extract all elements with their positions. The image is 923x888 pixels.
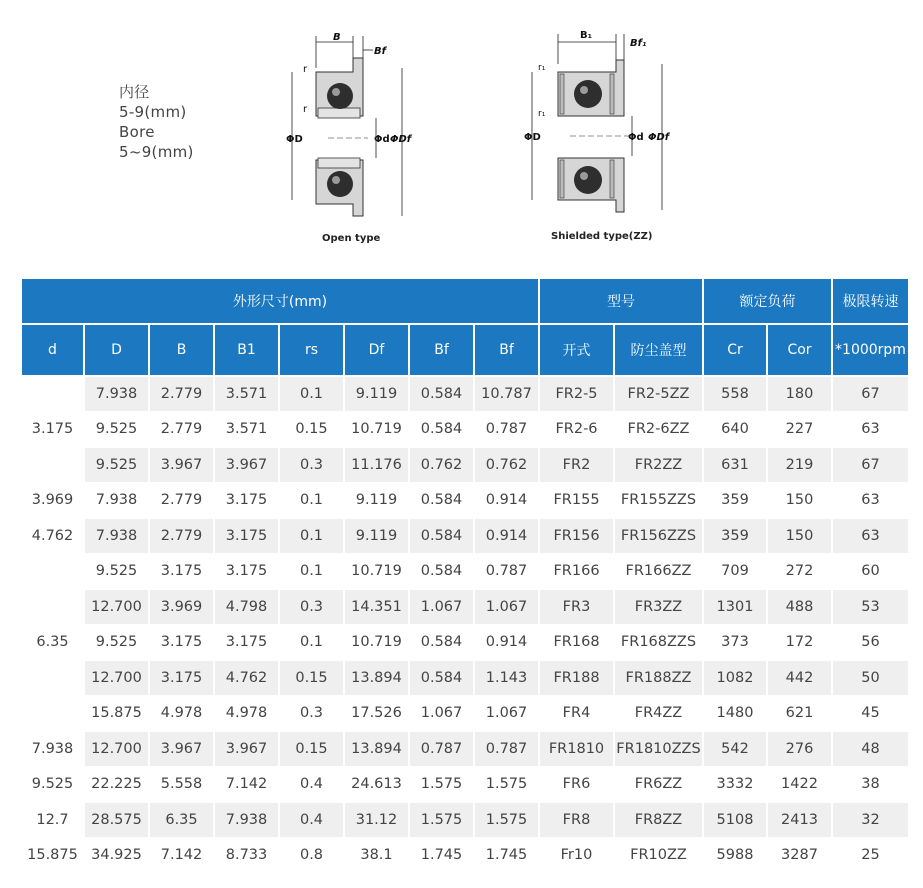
shield-left: [560, 74, 564, 114]
table-cell: 60: [833, 555, 908, 589]
table-cell: 56: [833, 626, 908, 660]
table-cell: 10.719: [345, 413, 408, 447]
table-cell: 3.967: [150, 448, 213, 482]
column-header: Df: [345, 325, 408, 375]
table-cell: 9.119: [345, 519, 408, 553]
table-cell: 1422: [768, 768, 831, 802]
column-header: d: [22, 325, 83, 375]
label-Bf1: Bf₁: [630, 38, 647, 49]
spec-table-body: [22, 377, 908, 872]
shielded-type-diagram: [516, 24, 676, 224]
table-cell: 3.175: [215, 484, 278, 518]
table-cell: 373: [704, 626, 766, 660]
bore-range-1: 5-9(mm): [119, 103, 187, 121]
table-cell: 621: [768, 697, 831, 731]
label-r-top: r: [303, 64, 308, 75]
table-cell: 2.779: [150, 377, 213, 411]
bore-diameter-cell: 3.175: [22, 377, 83, 482]
table-cell: 67: [833, 448, 908, 482]
table-cell: 12.700: [85, 590, 148, 624]
column-header: 防尘盖型: [615, 325, 702, 375]
table-cell: 4.978: [215, 697, 278, 731]
table-cell: 31.12: [345, 803, 408, 837]
table-cell: 0.762: [475, 448, 538, 482]
table-cell: Fr10: [540, 839, 613, 873]
table-cell: 7.938: [85, 377, 148, 411]
table-cell: FR1810: [540, 732, 613, 766]
table-cell: 0.584: [410, 626, 473, 660]
table-cell: 3.175: [150, 626, 213, 660]
label-B1: B₁: [580, 30, 593, 41]
table-cell: 0.914: [475, 626, 538, 660]
table-cell: 0.584: [410, 519, 473, 553]
column-header: Bf: [410, 325, 473, 375]
label-D: ΦD: [524, 132, 541, 143]
table-cell: 2.779: [150, 484, 213, 518]
table-cell: 7.938: [85, 519, 148, 553]
table-row: [22, 519, 908, 553]
table-cell: 0.787: [475, 413, 538, 447]
column-header: B: [150, 325, 213, 375]
ball-highlight: [332, 176, 340, 184]
ball-highlight: [580, 86, 588, 94]
table-row: [22, 448, 908, 482]
table-cell: FR188ZZ: [615, 661, 702, 695]
table-cell: 1480: [704, 697, 766, 731]
table-cell: 227: [768, 413, 831, 447]
table-cell: FR8: [540, 803, 613, 837]
table-cell: 50: [833, 661, 908, 695]
header-dimensions: 外形尺寸(mm): [22, 279, 538, 323]
bore-diameter-cell: 7.938: [22, 732, 83, 766]
table-cell: 22.225: [85, 768, 148, 802]
table-cell: 25: [833, 839, 908, 873]
table-cell: 38.1: [345, 839, 408, 873]
table-row: [22, 803, 908, 837]
table-cell: 67: [833, 377, 908, 411]
column-header: Bf: [475, 325, 538, 375]
table-cell: 0.1: [280, 484, 343, 518]
column-header: B1: [215, 325, 278, 375]
ball-highlight: [580, 172, 588, 180]
table-cell: 1.745: [475, 839, 538, 873]
bore-cn-label: 内径: [119, 83, 150, 101]
table-cell: 180: [768, 377, 831, 411]
table-cell: 0.1: [280, 626, 343, 660]
table-cell: 150: [768, 484, 831, 518]
table-cell: 3.175: [150, 555, 213, 589]
column-header: *1000rpm: [833, 325, 908, 375]
inner-ring-top: [318, 108, 360, 118]
table-cell: 1.575: [410, 803, 473, 837]
table-cell: 219: [768, 448, 831, 482]
table-cell: 63: [833, 484, 908, 518]
column-header-row: [22, 325, 908, 375]
table-cell: 3.571: [215, 413, 278, 447]
header-load: 额定负荷: [704, 279, 831, 323]
ball-bottom: [574, 166, 602, 194]
table-row: [22, 590, 908, 624]
label-d: Φd: [628, 132, 644, 143]
table-cell: 45: [833, 697, 908, 731]
table-cell: 0.787: [475, 732, 538, 766]
table-cell: FR10ZZ: [615, 839, 702, 873]
label-r1-top: r₁: [538, 63, 546, 73]
spec-table: [20, 277, 910, 874]
column-header: D: [85, 325, 148, 375]
table-cell: 0.1: [280, 377, 343, 411]
table-cell: 3.571: [215, 377, 278, 411]
table-cell: 63: [833, 519, 908, 553]
table-cell: 14.351: [345, 590, 408, 624]
table-cell: 1.575: [410, 768, 473, 802]
table-cell: 0.787: [410, 732, 473, 766]
table-cell: 488: [768, 590, 831, 624]
table-row: [22, 839, 908, 873]
table-cell: 2.779: [150, 519, 213, 553]
table-cell: 542: [704, 732, 766, 766]
table-cell: FR4ZZ: [615, 697, 702, 731]
table-cell: 9.119: [345, 484, 408, 518]
table-row: [22, 555, 908, 589]
table-cell: FR166: [540, 555, 613, 589]
table-cell: 3.175: [215, 519, 278, 553]
table-cell: 9.525: [85, 448, 148, 482]
table-cell: 0.3: [280, 448, 343, 482]
table-cell: 3.175: [215, 626, 278, 660]
table-cell: 3.967: [215, 448, 278, 482]
table-cell: 7.938: [85, 484, 148, 518]
ball-top: [327, 83, 353, 109]
table-row: [22, 768, 908, 802]
open-type-diagram: [278, 28, 418, 228]
table-cell: 0.584: [410, 484, 473, 518]
table-row: [22, 697, 908, 731]
table-cell: 38: [833, 768, 908, 802]
table-cell: 4.762: [215, 661, 278, 695]
table-cell: FR156ZZS: [615, 519, 702, 553]
table-cell: FR8ZZ: [615, 803, 702, 837]
table-cell: 276: [768, 732, 831, 766]
table-cell: 0.584: [410, 377, 473, 411]
label-r-mid: r: [303, 104, 308, 115]
table-cell: 4.798: [215, 590, 278, 624]
table-cell: FR6ZZ: [615, 768, 702, 802]
table-cell: 640: [704, 413, 766, 447]
bore-diameter-cell: 9.525: [22, 768, 83, 802]
table-cell: 709: [704, 555, 766, 589]
table-cell: 1.067: [410, 697, 473, 731]
table-cell: FR156: [540, 519, 613, 553]
shield-right: [610, 74, 614, 114]
label-B: B: [333, 32, 341, 43]
table-cell: 1.575: [475, 768, 538, 802]
table-cell: 9.525: [85, 555, 148, 589]
label-D: ΦD: [286, 134, 303, 145]
table-cell: 0.1: [280, 519, 343, 553]
table-cell: FR6: [540, 768, 613, 802]
table-cell: 3287: [768, 839, 831, 873]
table-cell: 1.575: [475, 803, 538, 837]
table-cell: 8.733: [215, 839, 278, 873]
table-cell: FR188: [540, 661, 613, 695]
table-cell: FR2: [540, 448, 613, 482]
table-cell: 53: [833, 590, 908, 624]
bore-diameter-cell: 12.7: [22, 803, 83, 837]
table-cell: 13.894: [345, 732, 408, 766]
table-cell: FR166ZZ: [615, 555, 702, 589]
table-cell: 10.719: [345, 555, 408, 589]
table-cell: 1301: [704, 590, 766, 624]
table-cell: 359: [704, 484, 766, 518]
table-cell: 28.575: [85, 803, 148, 837]
table-cell: 359: [704, 519, 766, 553]
table-cell: 0.762: [410, 448, 473, 482]
table-cell: 10.787: [475, 377, 538, 411]
table-cell: 0.584: [410, 555, 473, 589]
table-cell: FR2ZZ: [615, 448, 702, 482]
table-cell: FR168ZZS: [615, 626, 702, 660]
table-row: [22, 661, 908, 695]
table-cell: 1.067: [475, 697, 538, 731]
table-cell: 0.914: [475, 519, 538, 553]
table-cell: 7.142: [215, 768, 278, 802]
open-type-caption: Open type: [322, 233, 381, 244]
table-cell: 4.978: [150, 697, 213, 731]
table-cell: 13.894: [345, 661, 408, 695]
table-cell: 442: [768, 661, 831, 695]
table-cell: FR168: [540, 626, 613, 660]
table-cell: FR1810ZZS: [615, 732, 702, 766]
bore-diameter-cell: 6.35: [22, 555, 83, 731]
header-speed: 极限转速: [833, 279, 908, 323]
table-cell: 1.745: [410, 839, 473, 873]
table-cell: FR3ZZ: [615, 590, 702, 624]
table-row: [22, 732, 908, 766]
label-r1-mid: r₁: [538, 109, 546, 119]
shielded-type-caption: Shielded type(ZZ): [551, 231, 653, 242]
bore-diameter-cell: 3.969: [22, 484, 83, 518]
label-d: Φd: [374, 134, 390, 145]
table-row: [22, 413, 908, 447]
table-cell: 3.175: [215, 555, 278, 589]
table-cell: 48: [833, 732, 908, 766]
table-cell: 0.8: [280, 839, 343, 873]
table-cell: 0.4: [280, 803, 343, 837]
table-cell: 0.584: [410, 413, 473, 447]
table-cell: 2413: [768, 803, 831, 837]
table-cell: 7.142: [150, 839, 213, 873]
table-cell: 15.875: [85, 697, 148, 731]
table-cell: 0.914: [475, 484, 538, 518]
table-cell: FR2-6: [540, 413, 613, 447]
table-cell: 0.4: [280, 768, 343, 802]
table-cell: 3332: [704, 768, 766, 802]
label-Df: ΦDf: [390, 134, 412, 145]
table-cell: 17.526: [345, 697, 408, 731]
table-cell: 12.700: [85, 732, 148, 766]
table-cell: 5988: [704, 839, 766, 873]
table-cell: 0.3: [280, 697, 343, 731]
table-cell: 3.967: [215, 732, 278, 766]
bore-en-label: Bore: [119, 123, 155, 141]
table-cell: 150: [768, 519, 831, 553]
table-cell: FR2-5ZZ: [615, 377, 702, 411]
table-cell: 558: [704, 377, 766, 411]
label-Bf: Bf: [374, 46, 386, 57]
table-row: [22, 377, 908, 411]
ball-bottom: [327, 171, 353, 197]
table-cell: FR2-5: [540, 377, 613, 411]
header-model: 型号: [540, 279, 702, 323]
table-row: [22, 484, 908, 518]
table-cell: 5108: [704, 803, 766, 837]
column-header: 开式: [540, 325, 613, 375]
table-cell: 1.067: [410, 590, 473, 624]
table-cell: 24.613: [345, 768, 408, 802]
table-cell: 0.584: [410, 661, 473, 695]
table-cell: 2.779: [150, 413, 213, 447]
table-cell: 272: [768, 555, 831, 589]
column-header: Cr: [704, 325, 766, 375]
table-cell: 34.925: [85, 839, 148, 873]
table-cell: 631: [704, 448, 766, 482]
bore-note: [119, 82, 194, 162]
table-cell: 63: [833, 413, 908, 447]
table-cell: 9.119: [345, 377, 408, 411]
table-cell: 12.700: [85, 661, 148, 695]
label-Df: ΦDf: [648, 132, 670, 143]
table-cell: 7.938: [215, 803, 278, 837]
column-header: rs: [280, 325, 343, 375]
ball-top: [574, 80, 602, 108]
table-cell: 3.967: [150, 732, 213, 766]
table-cell: 1082: [704, 661, 766, 695]
table-cell: 0.787: [475, 555, 538, 589]
shield-right: [610, 160, 614, 198]
table-cell: FR155: [540, 484, 613, 518]
bore-range-2: 5~9(mm): [119, 143, 194, 161]
bore-diameter-cell: 15.875: [22, 839, 83, 873]
table-cell: 11.176: [345, 448, 408, 482]
table-cell: 1.067: [475, 590, 538, 624]
table-cell: FR3: [540, 590, 613, 624]
table-cell: 3.969: [150, 590, 213, 624]
ball-highlight: [332, 88, 340, 96]
table-cell: 6.35: [150, 803, 213, 837]
bore-diameter-cell: 4.762: [22, 519, 83, 553]
table-cell: 0.15: [280, 661, 343, 695]
table-cell: 9.525: [85, 413, 148, 447]
table-cell: 172: [768, 626, 831, 660]
table-cell: 32: [833, 803, 908, 837]
table-cell: FR4: [540, 697, 613, 731]
shield-left: [560, 160, 564, 198]
inner-ring-bottom: [318, 158, 360, 168]
table-cell: FR155ZZS: [615, 484, 702, 518]
table-cell: FR2-6ZZ: [615, 413, 702, 447]
table-cell: 0.15: [280, 732, 343, 766]
table-row: [22, 626, 908, 660]
table-cell: 5.558: [150, 768, 213, 802]
table-cell: 9.525: [85, 626, 148, 660]
table-cell: 0.3: [280, 590, 343, 624]
table-cell: 10.719: [345, 626, 408, 660]
table-cell: 3.175: [150, 661, 213, 695]
table-cell: 1.143: [475, 661, 538, 695]
table-cell: 0.1: [280, 555, 343, 589]
table-cell: 0.15: [280, 413, 343, 447]
column-header: Cor: [768, 325, 831, 375]
